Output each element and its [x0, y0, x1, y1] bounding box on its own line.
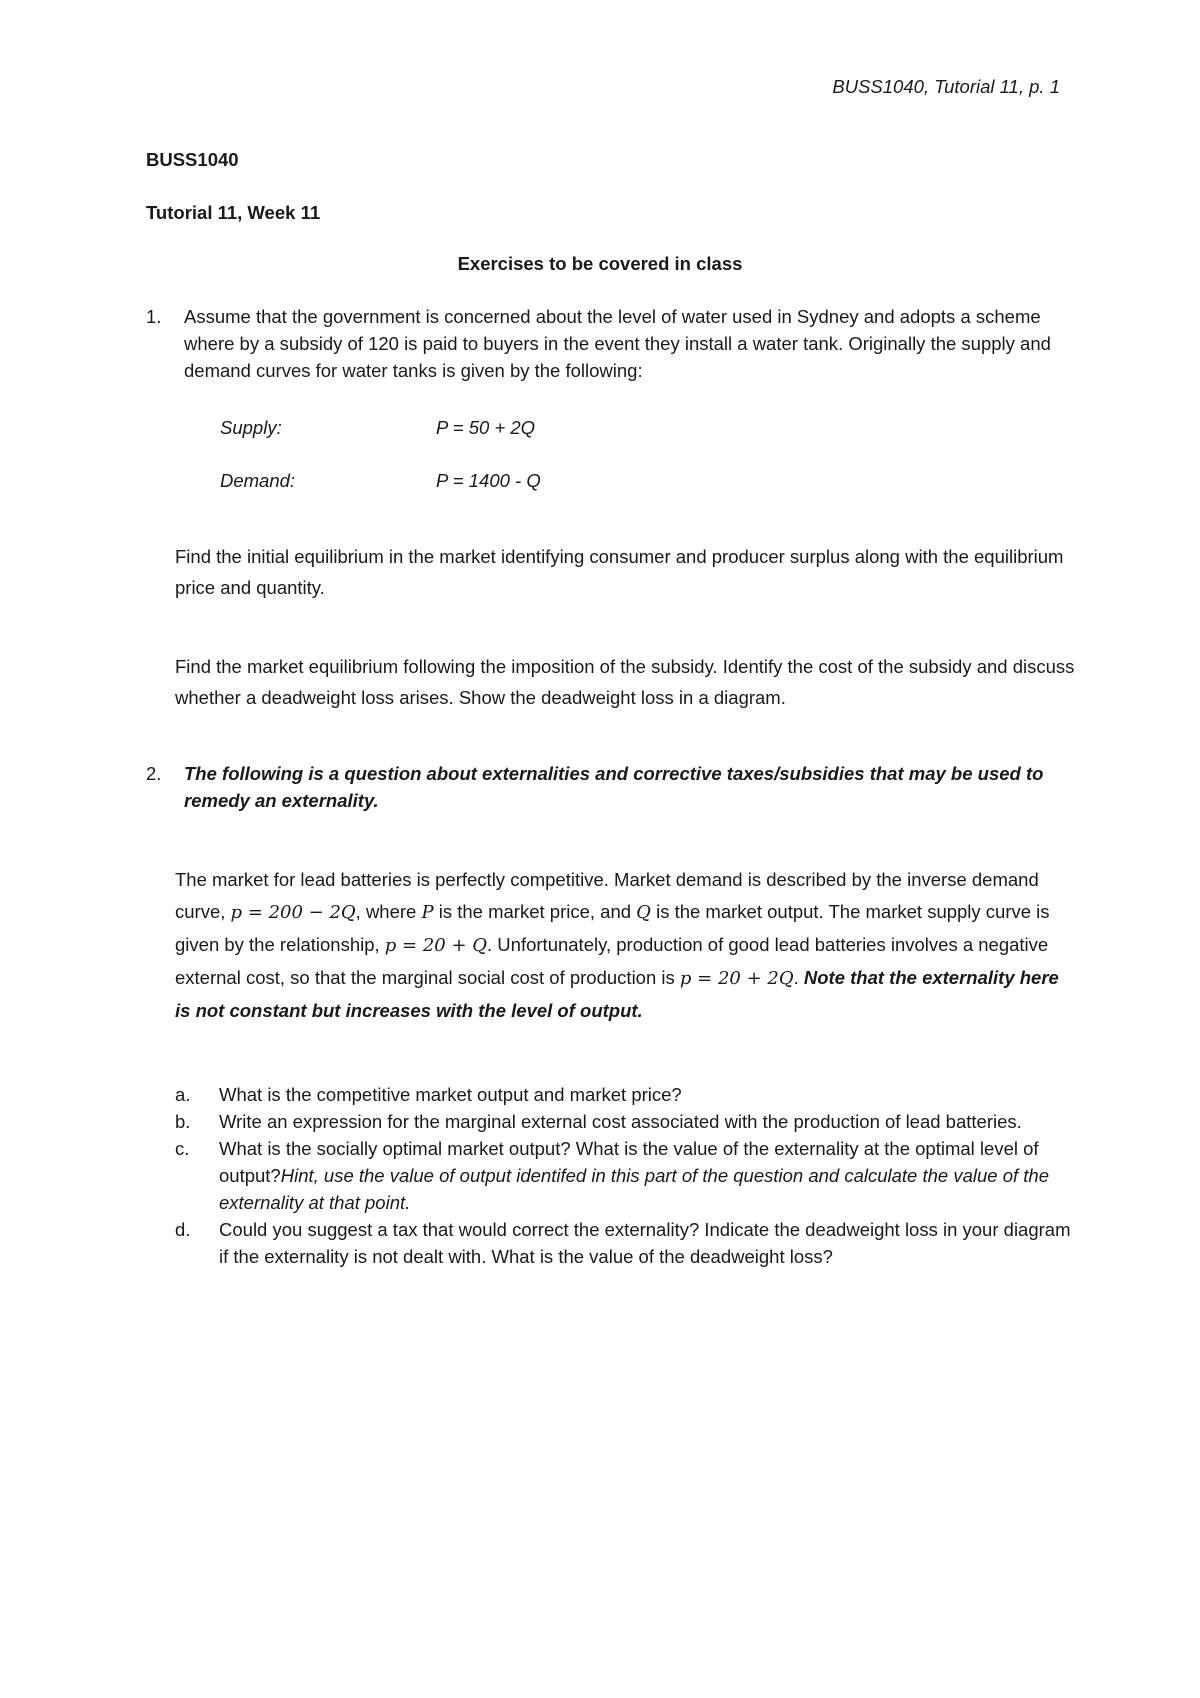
q2-text-a: The market for lead batteries is perfectly competitive. Market demand is described by the inverse demand curve, [175, 869, 1039, 922]
sub-question-c [175, 1135, 1075, 1216]
quantity-variable: Q [636, 902, 651, 923]
q1-part-1: Find the initial equilibrium in the market identifying consumer and producer surplus along with the equilibrium price and quantity. [175, 546, 1064, 598]
question-number: 2. [146, 763, 162, 784]
sub-question-text: Could you suggest a tax that would correct the externality? Indicate the deadweight loss in your diagram if the externality is not dealt with. What is the value of the deadweight loss? [219, 1219, 1071, 1267]
q2-paragraph [175, 864, 1075, 1027]
sub-letter: b. [175, 1111, 191, 1132]
q2-sub-questions [175, 1081, 1075, 1270]
sub-question-d [175, 1216, 1075, 1270]
question-intro: Assume that the government is concerned about the level of water used in Sydney and adopts a scheme where by a subsidy of 120 is paid to buyers in the event they install a water tank. Originally the supply and demand curves for water tanks is given by the following: [184, 306, 1051, 381]
demand-label: Demand: [220, 470, 296, 491]
running-head: BUSS1040, Tutorial 11, p. 1 [832, 76, 1060, 97]
q2-text-c: is the market price, and [438, 901, 632, 922]
demand-equation: p = 200 − 2Q [230, 902, 356, 923]
question-title: The following is a question about externalities and corrective taxes/subsidies that may be used to remedy an externality. [184, 763, 1044, 811]
supply-equation: P = 50 + 2Q [436, 417, 536, 438]
sub-question-a [175, 1081, 1075, 1108]
sub-letter: d. [175, 1219, 191, 1240]
section-title: Exercises to be covered in class [457, 253, 743, 274]
q2-text-b: , where [355, 901, 417, 922]
course-code: BUSS1040 [146, 149, 239, 170]
sub-question-hint: Hint, use the value of output identifed in this part of the question and calculate the value of the externality at that point. [219, 1165, 1049, 1213]
sub-question-text: What is the socially optimal market output? What is the value of the externality at the optimal level of output? [219, 1138, 1039, 1186]
q2-text-e: . Unfortunately, production of good lead batteries involves a negative external cost, so that the marginal social cost of production is [175, 934, 1049, 988]
demand-equation: P = 1400 - Q [436, 470, 541, 491]
question-number: 1. [146, 306, 162, 327]
q2-text-d: is the market output. The market supply curve is given by the relationship, [175, 901, 1050, 955]
supply-equation: p = 20 + Q [384, 935, 488, 956]
sub-question-b [175, 1108, 1075, 1135]
q2-text-f: . [793, 967, 799, 988]
sub-question-text: Write an expression for the marginal external cost associated with the production of lead batteries. [219, 1111, 1022, 1132]
question-2 [146, 760, 1066, 814]
sub-question-text: What is the competitive market output and market price? [219, 1084, 682, 1105]
tutorial-title: Tutorial 11, Week 11 [146, 202, 321, 223]
externality-note: Note that the externality here is not constant but increases with the level of output. [175, 967, 1059, 1021]
sub-letter: a. [175, 1084, 191, 1105]
q1-part-2: Find the market equilibrium following the imposition of the subsidy. Identify the cost of the subsidy and discuss whether a deadweight loss arises. Show the deadweight loss in a diagram. [175, 656, 1075, 708]
sub-letter: c. [175, 1138, 190, 1159]
price-variable: P [421, 902, 434, 923]
question-1 [146, 303, 1066, 384]
msc-equation: p = 20 + 2Q [679, 968, 794, 989]
supply-label: Supply: [220, 417, 282, 438]
